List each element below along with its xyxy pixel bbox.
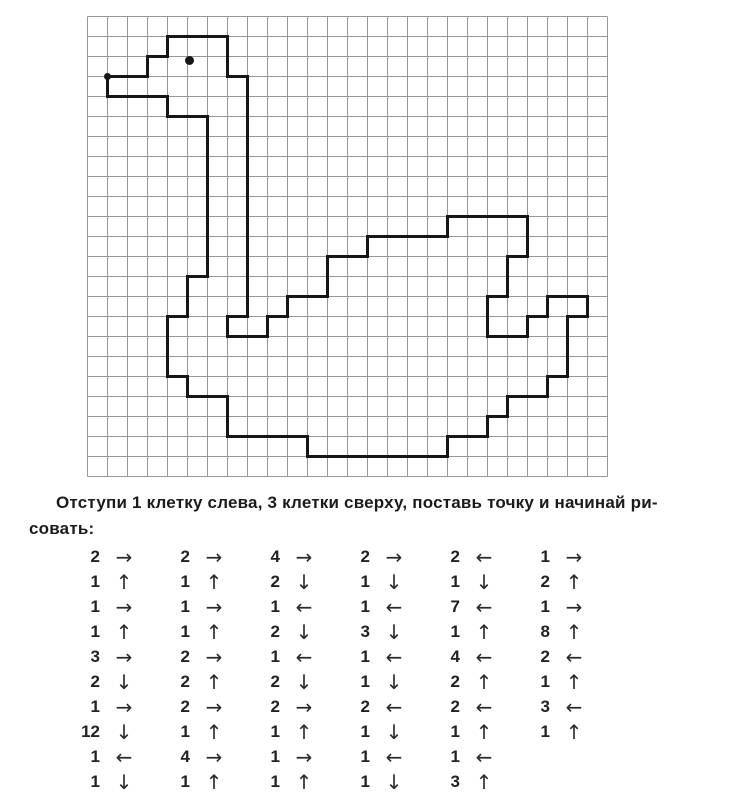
command-column-2 xyxy=(160,544,250,794)
move-count: 4 xyxy=(450,646,460,666)
move-count: 3 xyxy=(90,646,100,666)
move-count: 1 xyxy=(360,671,370,691)
move-command xyxy=(430,769,520,794)
move-count: 1 xyxy=(540,671,550,691)
arrow-down-icon: ↓ xyxy=(295,619,313,644)
command-column-5 xyxy=(430,544,520,794)
move-command xyxy=(70,644,160,669)
move-count: 1 xyxy=(270,596,280,616)
move-command xyxy=(160,694,250,719)
instruction-text xyxy=(29,490,724,542)
move-count: 2 xyxy=(180,646,190,666)
arrow-up-icon: ↑ xyxy=(475,669,493,694)
command-column-3 xyxy=(250,544,340,794)
move-command xyxy=(340,694,430,719)
move-count: 1 xyxy=(270,721,280,741)
move-command xyxy=(520,644,610,669)
move-count: 1 xyxy=(90,596,100,616)
move-count: 1 xyxy=(180,621,190,641)
move-command xyxy=(430,644,520,669)
move-command xyxy=(70,544,160,569)
move-command xyxy=(160,569,250,594)
instruction-line-1: Отступи 1 клетку слева, 3 клетки сверху, поставь точку и начинай ри- xyxy=(56,493,658,512)
move-command xyxy=(70,594,160,619)
move-command xyxy=(250,594,340,619)
move-command xyxy=(250,744,340,769)
arrow-left-icon: ← xyxy=(385,644,403,669)
move-command xyxy=(70,569,160,594)
move-count: 1 xyxy=(540,596,550,616)
move-command xyxy=(160,669,250,694)
move-count: 8 xyxy=(540,621,550,641)
move-count: 1 xyxy=(180,771,190,791)
command-column-4 xyxy=(340,544,430,794)
arrow-left-icon: ← xyxy=(475,544,493,569)
move-count: 2 xyxy=(540,646,550,666)
arrow-right-icon: → xyxy=(115,594,133,619)
arrow-up-icon: ↑ xyxy=(475,719,493,744)
move-count: 1 xyxy=(90,571,100,591)
move-count: 2 xyxy=(270,696,280,716)
move-command xyxy=(250,644,340,669)
move-count: 1 xyxy=(270,746,280,766)
move-command xyxy=(520,694,610,719)
move-command xyxy=(250,769,340,794)
arrow-right-icon: → xyxy=(205,644,223,669)
move-count: 1 xyxy=(450,621,460,641)
move-command xyxy=(250,619,340,644)
arrow-right-icon: → xyxy=(205,744,223,769)
move-command xyxy=(70,719,160,744)
grid-drawing-swan xyxy=(87,16,608,477)
arrow-right-icon: → xyxy=(295,544,313,569)
move-count: 1 xyxy=(360,596,370,616)
arrow-left-icon: ← xyxy=(385,744,403,769)
move-count: 2 xyxy=(180,671,190,691)
arrow-up-icon: ↑ xyxy=(475,619,493,644)
move-command xyxy=(250,669,340,694)
move-count: 2 xyxy=(90,546,100,566)
arrow-up-icon: ↑ xyxy=(565,619,583,644)
move-command xyxy=(520,544,610,569)
move-command xyxy=(340,719,430,744)
move-count: 3 xyxy=(360,621,370,641)
arrow-right-icon: → xyxy=(295,694,313,719)
move-command xyxy=(160,594,250,619)
arrow-down-icon: ↓ xyxy=(115,769,133,794)
move-command xyxy=(70,744,160,769)
move-command xyxy=(70,669,160,694)
move-count: 2 xyxy=(450,671,460,691)
arrow-right-icon: → xyxy=(565,544,583,569)
move-command xyxy=(340,769,430,794)
grid-lines xyxy=(88,17,608,477)
move-command xyxy=(340,569,430,594)
move-count: 2 xyxy=(360,546,370,566)
arrow-up-icon: ↑ xyxy=(115,569,133,594)
arrow-up-icon: ↑ xyxy=(205,569,223,594)
move-commands-table xyxy=(70,544,610,794)
swan-eye-dot xyxy=(185,56,194,65)
arrow-left-icon: ← xyxy=(475,694,493,719)
arrow-up-icon: ↑ xyxy=(205,619,223,644)
arrow-down-icon: ↓ xyxy=(115,669,133,694)
move-count: 3 xyxy=(540,696,550,716)
arrow-left-icon: ← xyxy=(385,594,403,619)
arrow-left-icon: ← xyxy=(295,594,313,619)
move-command xyxy=(250,719,340,744)
move-count: 2 xyxy=(540,571,550,591)
move-count: 1 xyxy=(90,696,100,716)
move-command xyxy=(520,719,610,744)
move-count: 1 xyxy=(360,646,370,666)
arrow-right-icon: → xyxy=(385,544,403,569)
arrow-up-icon: ↑ xyxy=(565,719,583,744)
move-command xyxy=(160,619,250,644)
move-count: 1 xyxy=(540,721,550,741)
move-command xyxy=(160,719,250,744)
move-count: 2 xyxy=(270,571,280,591)
arrow-up-icon: ↑ xyxy=(205,769,223,794)
arrow-up-icon: ↑ xyxy=(205,719,223,744)
arrow-down-icon: ↓ xyxy=(385,769,403,794)
arrow-left-icon: ← xyxy=(295,644,313,669)
move-count: 1 xyxy=(270,771,280,791)
arrow-down-icon: ↓ xyxy=(385,719,403,744)
command-column-1 xyxy=(70,544,160,794)
move-count: 1 xyxy=(90,621,100,641)
move-count: 2 xyxy=(360,696,370,716)
move-count: 1 xyxy=(360,771,370,791)
arrow-right-icon: → xyxy=(565,594,583,619)
move-count: 1 xyxy=(360,721,370,741)
move-command xyxy=(250,569,340,594)
move-command xyxy=(430,569,520,594)
move-count: 1 xyxy=(90,771,100,791)
instruction-line-2: совать: xyxy=(29,519,95,538)
move-count: 2 xyxy=(270,671,280,691)
move-command xyxy=(70,769,160,794)
arrow-left-icon: ← xyxy=(565,644,583,669)
move-command xyxy=(430,694,520,719)
move-count: 1 xyxy=(180,571,190,591)
arrow-left-icon: ← xyxy=(475,644,493,669)
arrow-up-icon: ↑ xyxy=(565,569,583,594)
arrow-up-icon: ↑ xyxy=(475,769,493,794)
arrow-down-icon: ↓ xyxy=(475,569,493,594)
arrow-left-icon: ← xyxy=(475,594,493,619)
arrow-up-icon: ↑ xyxy=(205,669,223,694)
arrow-left-icon: ← xyxy=(565,694,583,719)
move-count: 1 xyxy=(360,746,370,766)
move-command xyxy=(430,719,520,744)
move-command xyxy=(430,744,520,769)
arrow-left-icon: ← xyxy=(385,694,403,719)
move-count: 1 xyxy=(360,571,370,591)
move-command xyxy=(340,594,430,619)
move-count: 1 xyxy=(270,646,280,666)
move-count: 3 xyxy=(450,771,460,791)
move-command xyxy=(340,644,430,669)
move-count: 2 xyxy=(450,696,460,716)
move-count: 2 xyxy=(90,671,100,691)
move-count: 2 xyxy=(270,621,280,641)
move-command xyxy=(250,544,340,569)
move-count: 1 xyxy=(450,746,460,766)
move-count: 1 xyxy=(180,721,190,741)
move-command xyxy=(340,544,430,569)
move-count: 1 xyxy=(180,596,190,616)
arrow-down-icon: ↓ xyxy=(385,669,403,694)
move-command xyxy=(160,744,250,769)
move-command xyxy=(520,594,610,619)
move-command xyxy=(430,619,520,644)
move-count: 2 xyxy=(450,546,460,566)
arrow-down-icon: ↓ xyxy=(295,669,313,694)
move-command xyxy=(250,694,340,719)
move-count: 2 xyxy=(180,546,190,566)
move-count: 1 xyxy=(450,721,460,741)
move-count: 7 xyxy=(450,596,460,616)
move-command xyxy=(520,619,610,644)
move-command xyxy=(70,619,160,644)
arrow-down-icon: ↓ xyxy=(385,619,403,644)
arrow-right-icon: → xyxy=(205,594,223,619)
move-count: 12 xyxy=(81,721,100,741)
command-column-6 xyxy=(520,544,610,794)
arrow-right-icon: → xyxy=(115,644,133,669)
move-count: 4 xyxy=(270,546,280,566)
move-command xyxy=(340,619,430,644)
arrow-down-icon: ↓ xyxy=(115,719,133,744)
move-command xyxy=(430,669,520,694)
arrow-left-icon: ← xyxy=(475,744,493,769)
arrow-right-icon: → xyxy=(115,544,133,569)
move-count: 1 xyxy=(540,546,550,566)
move-count: 4 xyxy=(180,746,190,766)
move-count: 1 xyxy=(90,746,100,766)
move-command xyxy=(340,669,430,694)
move-command xyxy=(520,569,610,594)
arrow-up-icon: ↑ xyxy=(115,619,133,644)
start-point-dot xyxy=(104,73,111,80)
arrow-up-icon: ↑ xyxy=(565,669,583,694)
move-command xyxy=(340,744,430,769)
arrow-up-icon: ↑ xyxy=(295,769,313,794)
arrow-right-icon: → xyxy=(295,744,313,769)
move-command xyxy=(160,769,250,794)
move-command xyxy=(70,694,160,719)
move-count: 1 xyxy=(450,571,460,591)
arrow-right-icon: → xyxy=(205,544,223,569)
arrow-left-icon: ← xyxy=(115,744,133,769)
arrow-down-icon: ↓ xyxy=(385,569,403,594)
move-command xyxy=(160,644,250,669)
move-command xyxy=(430,594,520,619)
arrow-down-icon: ↓ xyxy=(295,569,313,594)
arrow-up-icon: ↑ xyxy=(295,719,313,744)
move-command xyxy=(160,544,250,569)
arrow-right-icon: → xyxy=(205,694,223,719)
move-command xyxy=(520,669,610,694)
arrow-right-icon: → xyxy=(115,694,133,719)
move-count: 2 xyxy=(180,696,190,716)
move-command xyxy=(430,544,520,569)
